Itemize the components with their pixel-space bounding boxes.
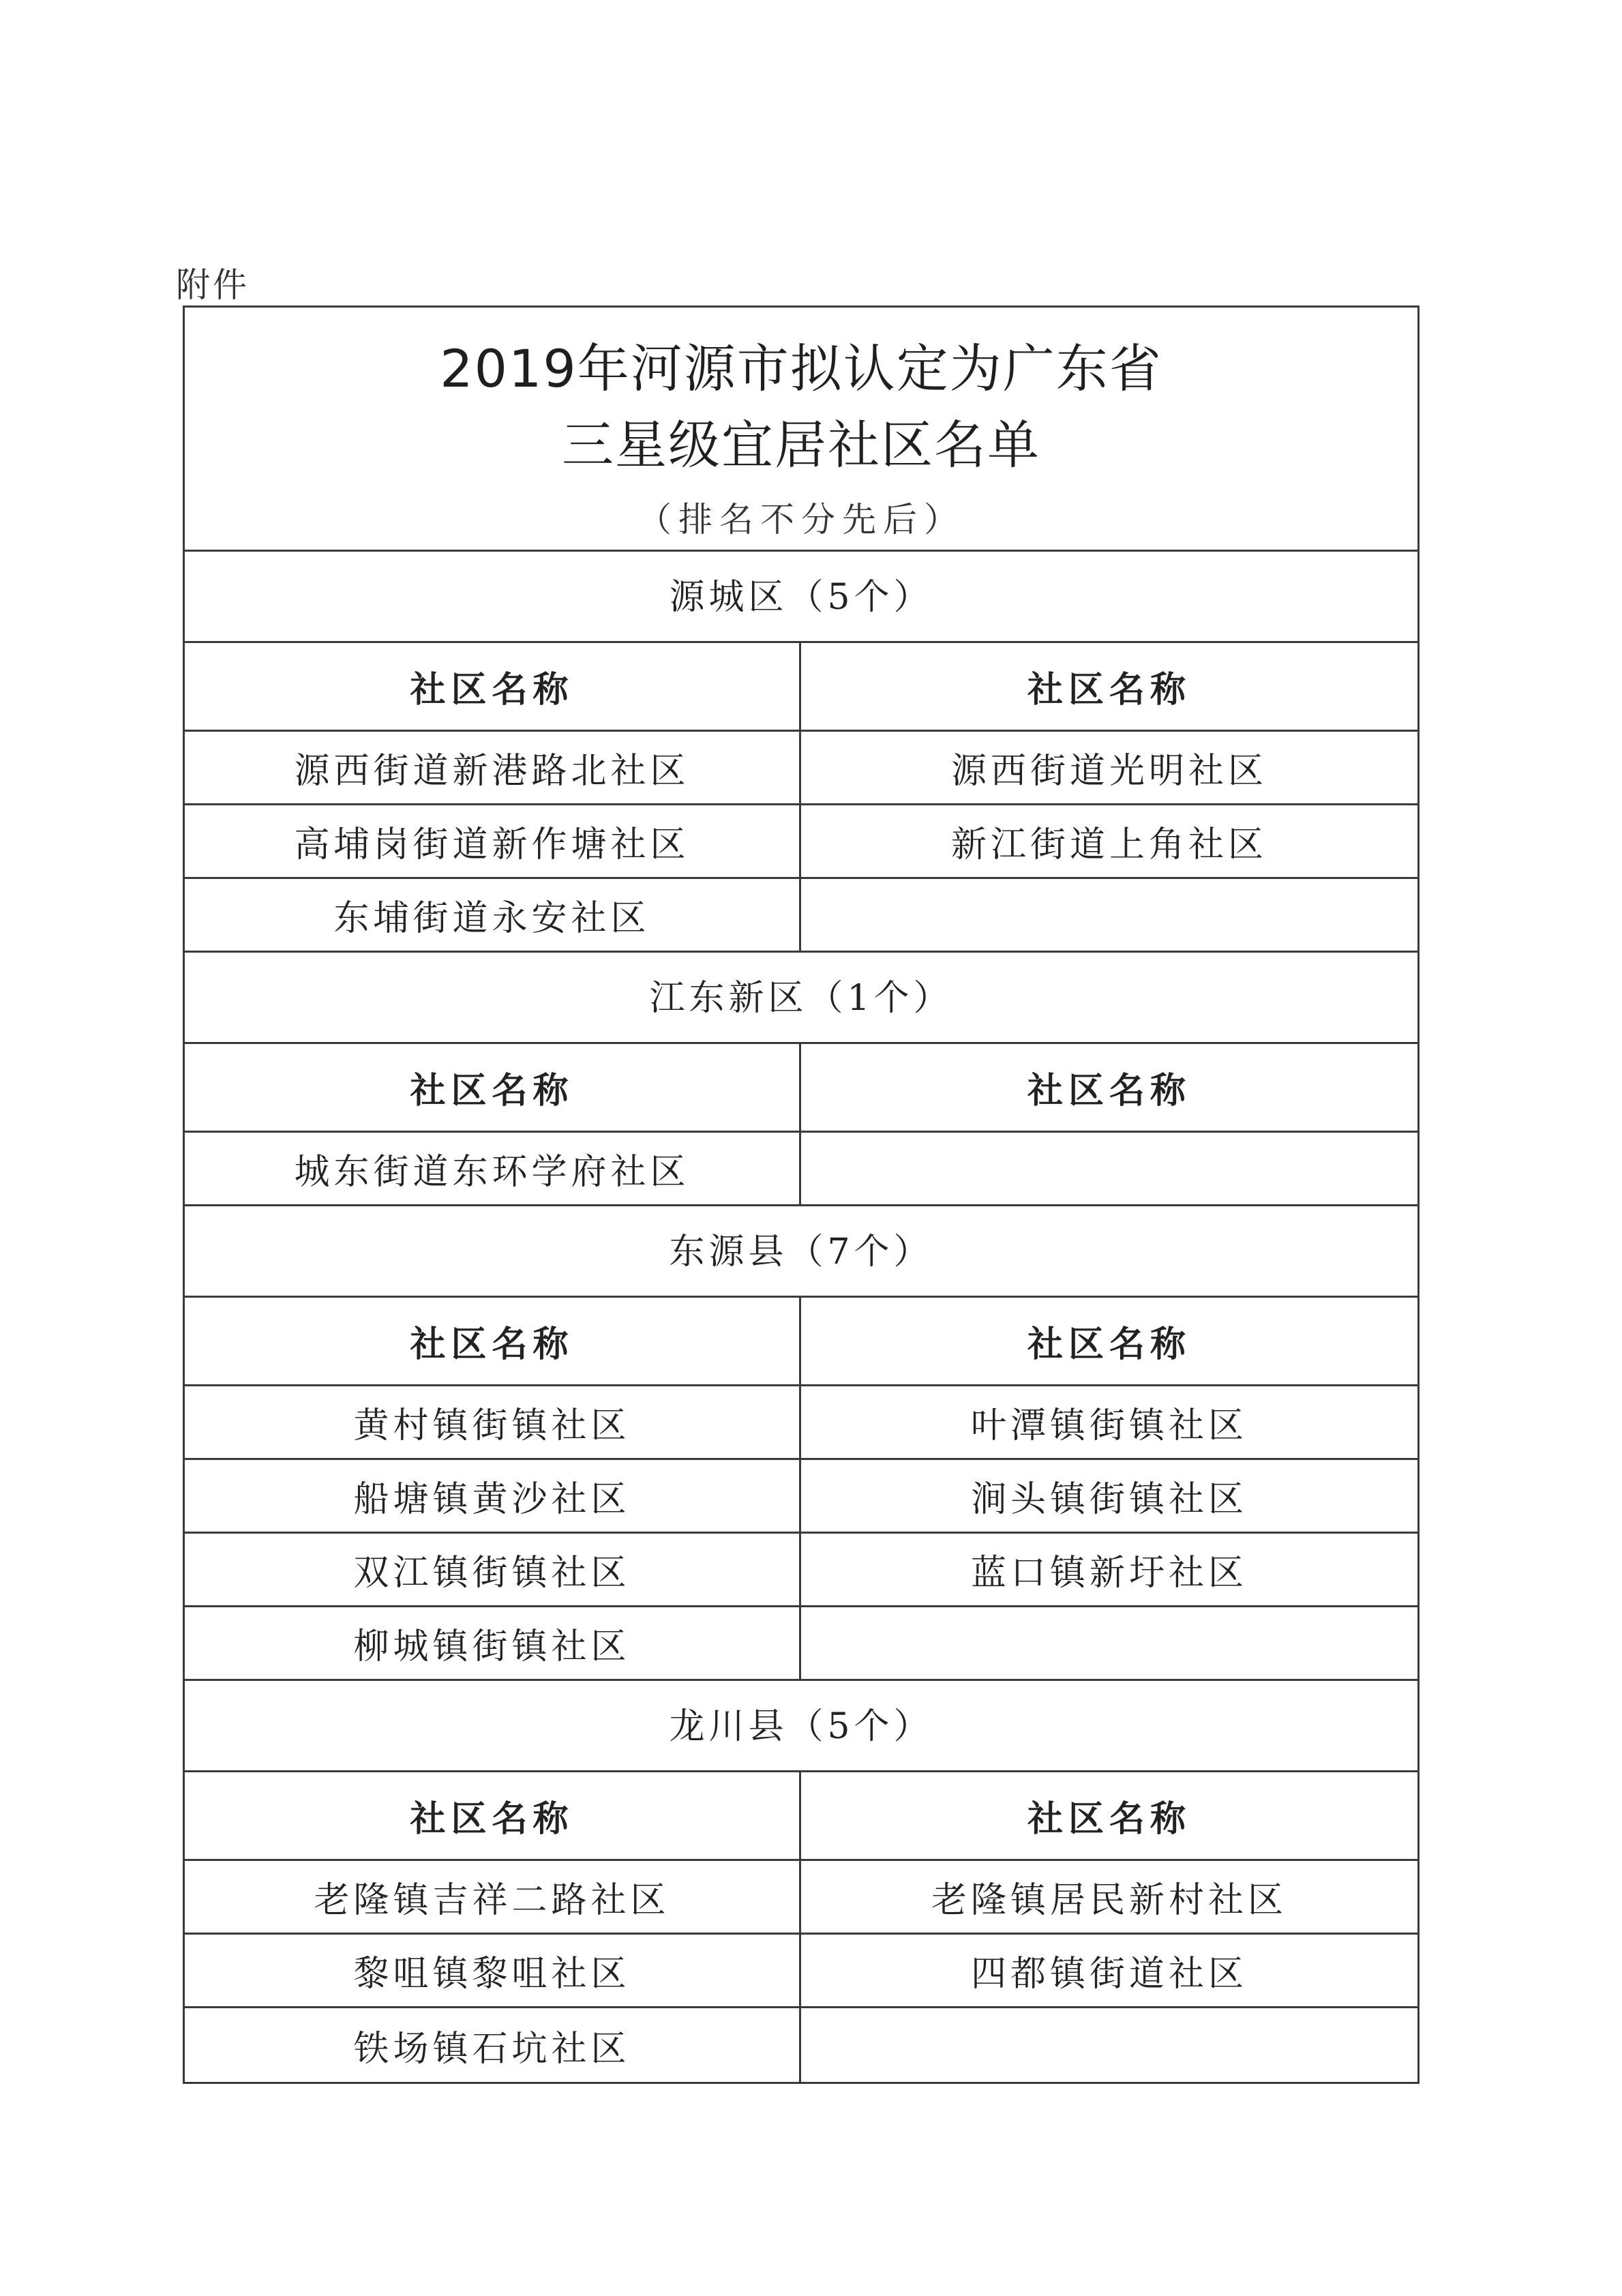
document-subtitle: （排名不分先后） <box>637 500 965 539</box>
column-header: 社区名称 <box>1027 1799 1191 1840</box>
community-name-cell: 四都镇街道社区 <box>970 1954 1248 1995</box>
attachment-label: 附件 <box>176 265 250 305</box>
community-name-cell: 源西街道新港路北社区 <box>185 732 801 803</box>
table-row <box>185 805 1417 879</box>
table-row <box>185 1607 1417 1681</box>
community-name-cell: 柳城镇街镇社区 <box>185 1607 801 1679</box>
community-name-cell: 船塘镇黄沙社区 <box>185 1460 801 1532</box>
community-name-cell: 双江镇街镇社区 <box>185 1534 801 1605</box>
table-row <box>185 1935 1417 2008</box>
community-name-cell: 高埔岗街道新作塘社区 <box>185 805 801 877</box>
community-name-cell: 蓝口镇新圩社区 <box>970 1553 1248 1594</box>
table-header-row <box>185 1298 1417 1386</box>
table-row <box>185 732 1417 805</box>
community-name-cell: 黎咀镇黎咀社区 <box>185 1935 801 2006</box>
table-row <box>185 1386 1417 1460</box>
community-name-cell: 涧头镇街镇社区 <box>970 1479 1248 1520</box>
section-heading-longchuan: 龙川县（5个） <box>185 1681 1417 1772</box>
community-name-cell: 黄村镇街镇社区 <box>185 1386 801 1458</box>
column-header: 社区名称 <box>185 1298 801 1384</box>
column-header: 社区名称 <box>185 1044 801 1131</box>
community-name-cell: 源西街道光明社区 <box>950 751 1267 792</box>
community-name-cell: 老隆镇吉祥二路社区 <box>185 1861 801 1933</box>
table-row <box>185 1861 1417 1935</box>
community-list-table <box>183 305 1420 2084</box>
column-header: 社区名称 <box>1027 1071 1191 1112</box>
document-title-line-2: 三星级宜居社区名单 <box>562 415 1040 475</box>
community-name-cell: 新江街道上角社区 <box>950 824 1267 865</box>
table-row <box>185 879 1417 953</box>
section-heading-yuancheng: 源城区（5个） <box>185 552 1417 643</box>
community-name-cell <box>801 1607 1417 1679</box>
column-header: 社区名称 <box>1027 1324 1191 1365</box>
column-header: 社区名称 <box>185 643 801 730</box>
table-row <box>185 1460 1417 1534</box>
table-header-row <box>185 1044 1417 1133</box>
community-name-cell: 铁场镇石坑社区 <box>185 2008 801 2082</box>
table-header-row <box>185 1772 1417 1861</box>
table-header-row <box>185 643 1417 732</box>
community-name-cell <box>801 1133 1417 1204</box>
table-row <box>185 1133 1417 1206</box>
column-header: 社区名称 <box>1027 670 1191 711</box>
community-name-cell: 东埔街道永安社区 <box>185 879 801 951</box>
community-name-cell: 老隆镇居民新村社区 <box>931 1880 1287 1921</box>
community-name-cell <box>801 879 1417 951</box>
section-heading-jiangdong: 江东新区（1个） <box>185 953 1417 1044</box>
community-name-cell: 城东街道东环学府社区 <box>185 1133 801 1204</box>
community-name-cell: 叶潭镇街镇社区 <box>970 1405 1248 1446</box>
section-heading-dongyuan: 东源县（7个） <box>185 1206 1417 1298</box>
column-header: 社区名称 <box>185 1772 801 1859</box>
table-row <box>185 2008 1417 2082</box>
community-name-cell <box>801 2008 1417 2082</box>
document-title-line-1: 2019年河源市拟认定为广东省 <box>440 338 1162 399</box>
title-block <box>185 308 1417 552</box>
table-row <box>185 1534 1417 1607</box>
